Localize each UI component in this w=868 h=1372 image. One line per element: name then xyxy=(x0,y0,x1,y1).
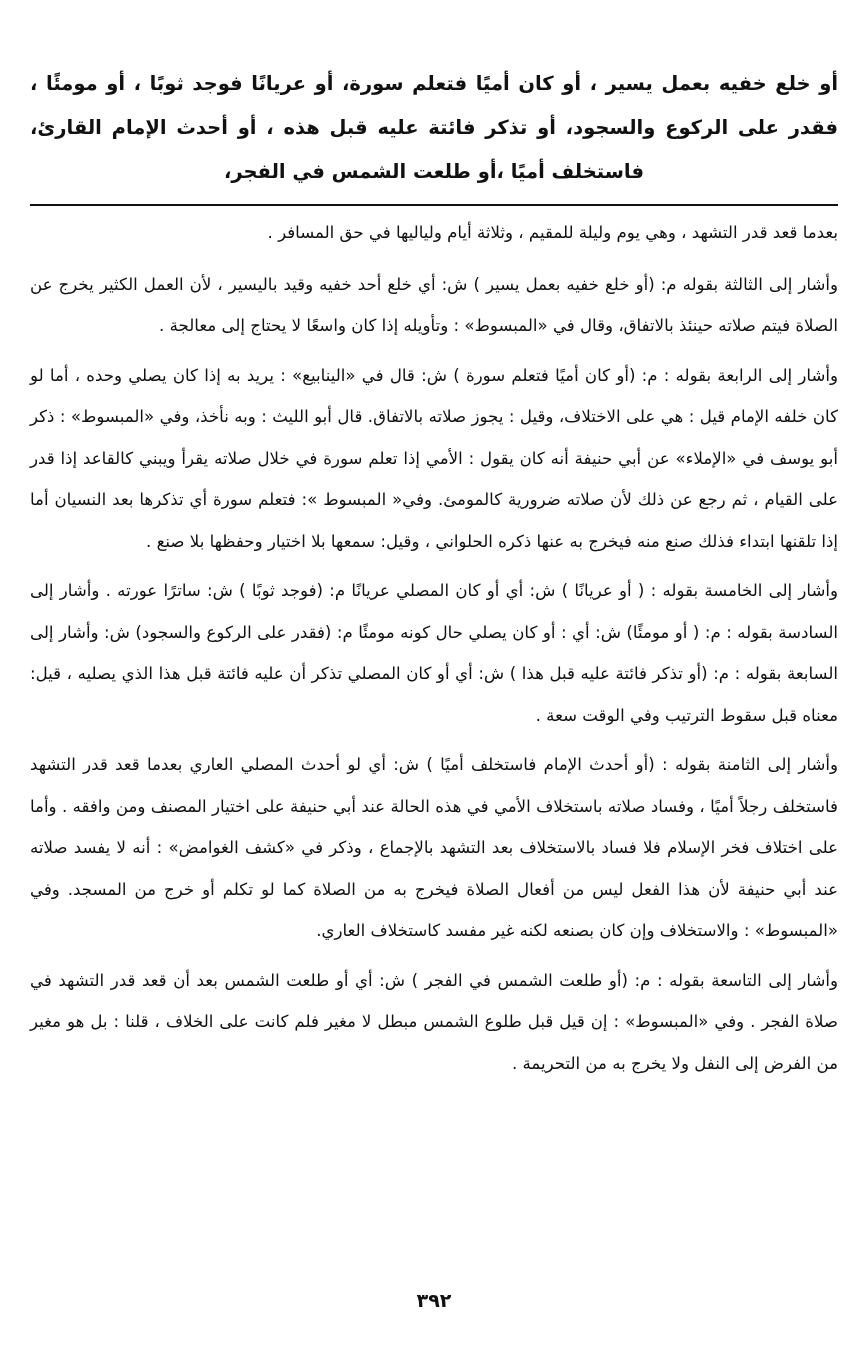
commentary-paragraph: وأشار إلى الثالثة بقوله م: (أو خلع خفيه بعمل يسير ) ش: أي خلع أحد خفيه وقيد باليسير ، لأن العمل الكثير يخرج عن الصلاة فيتم صلاته حينئذ بالاتفاق، وقال في «المبسوط» : وتأويله إذا كان واسعًا لا يحتاج إلى معالجة . xyxy=(30,274,838,335)
book-page xyxy=(30,62,838,1092)
matn-text: أو خلع خفيه بعمل يسير ، أو كان أميًا فتعلم سورة، أو عريانًا فوجد ثوبًا ، أو مومئًا ، فقدر على الركوع والسجود، أو تذكر فائتة عليه قبل هذه ، أو أحدث الإمام القارئ، فاستخلف أميًا ،أو طلعت الشمس في الفجر، xyxy=(30,72,838,183)
commentary xyxy=(30,212,838,1084)
commentary-paragraph: وأشار إلى الرابعة بقوله : م: (أو كان أميًا فتعلم سورة ) ش: قال في «الينابيع» : يريد به إذا كان يصلي وحده ، أما لو كان خلفه الإمام قيل : هي على الاختلاف، وقيل : يجوز صلاته بالاتفاق. قال أبو الليث : وبه نأخذ، وفي «المبسوط» : ذكر أبو يوسف في «الإملاء» عن أبي حنيفة أنه كان يقول : الأمي إذا تعلم سورة في خلال صلاته يقرأ ويبني كالقاعد إذا قدر على القيام ، ثم رجع عن ذلك لأن صلاته ضرورية كالمومئ. وفي« المبسوط »: فتعلم سورة أي تذكرها بعد النسيان أما إذا تلقنها ابتداء فذلك صنع منه فيخرج به عنها ذكره الحلواني ، وقيل: سمعها بلا اختيار وحفظها بلا صنع . xyxy=(30,365,838,551)
commentary-paragraph: بعدما قعد قدر التشهد ، وهي يوم وليلة للمقيم ، وثلاثة أيام ولياليها في حق المسافر . xyxy=(267,223,838,242)
separator-rule xyxy=(30,204,838,206)
commentary-paragraph: وأشار إلى الخامسة بقوله : ( أو عريانًا ) ش: أي أو كان المصلي عريانًا م: (فوجد ثوبًا ) ش: ساترًا عورته . وأشار إلى السادسة بقوله : م: ( أو مومئًا) ش: أي : أو كان يصلي حال كونه مومئًا م: (فقدر على الركوع والسجود) ش: وأشار إلى السابعة بقوله : م: (أو تذكر فائتة عليه قبل هذا ) ش: أي أو كان المصلي تذكر أن عليه فائتة قبل هذا الذي يصليه ، قيل: معناه قبل سقوط الترتيب وفي الوقت سعة . xyxy=(30,581,838,725)
commentary-paragraph: وأشار إلى الثامنة بقوله : (أو أحدث الإمام فاستخلف أميًا ) ش: أي لو أحدث المصلي العاري بعدما قعد قدر التشهد فاستخلف رجلاً أميًا ، وفساد صلاته باستخلاف الأمي في هذه الحالة عند أبي حنيفة على اختيار المصنف ومن وافقه . وأما على اختلاف فخر الإسلام فلا فساد بالاستخلاف بعد التشهد بالإجماع ، وذكر في «كشف الغوامض» : أنه لا يفسد صلاته عند أبي حنيفة لأن هذا الفعل ليس من أفعال الصلاة فيخرج به من الصلاة كما لو تكلم أو خرج من المسجد. وفي «المبسوط» : والاستخلاف وإن كان بصنعه لكنه غير مفسد كاستخلاف العاري. xyxy=(30,755,838,940)
commentary-paragraph: وأشار إلى التاسعة بقوله : م: (أو طلعت الشمس في الفجر ) ش: أي أو طلعت الشمس بعد أن قعد قدر التشهد في صلاة الفجر . وفي «المبسوط» : إن قيل قبل طلوع الشمس مبطل لا مغير فلم كانت على الخلاف ، قلنا : بل هو مغير من الفرض إلى النفل ولا يخرج به من التحريمة . xyxy=(30,970,838,1073)
page-number: ٣٩٢ xyxy=(416,1290,452,1312)
